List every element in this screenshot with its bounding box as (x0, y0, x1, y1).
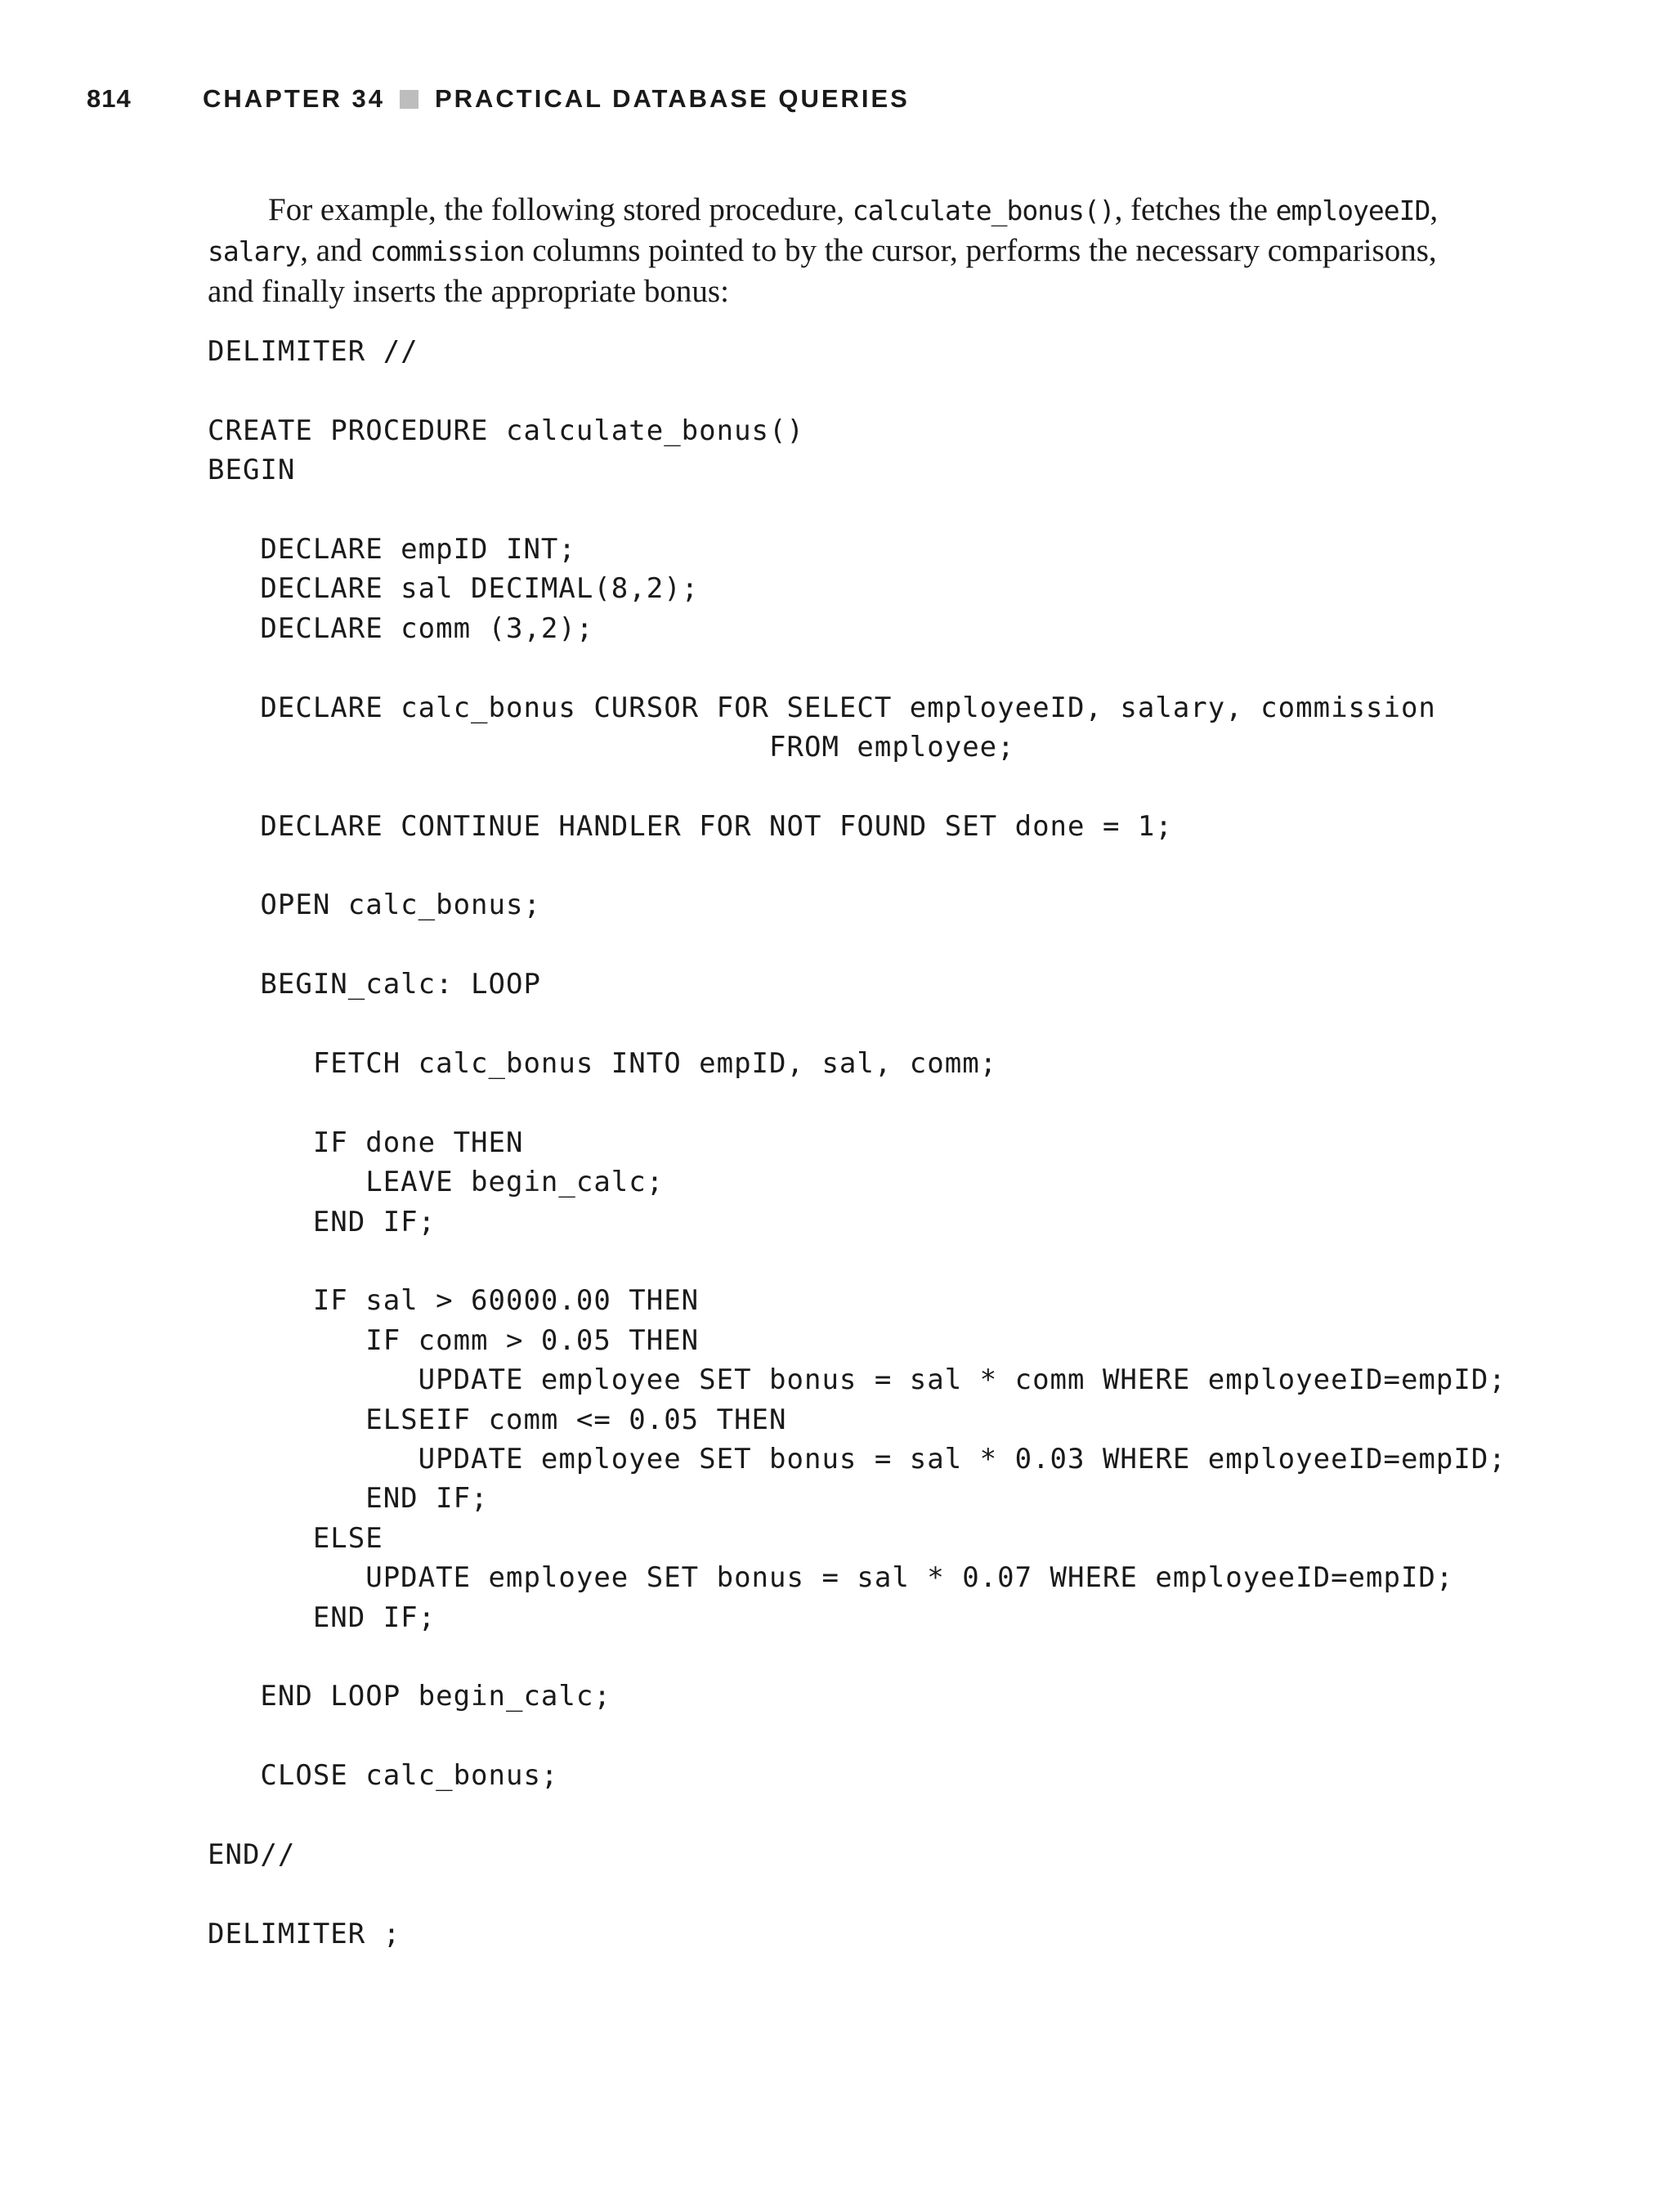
intro-text: columns pointed to by the cursor, performs the necessary comparisons, and finally inserts the appropriate bonus: (208, 233, 1437, 309)
code-line: END IF; (208, 1601, 436, 1634)
code-line: END LOOP begin_calc; (208, 1680, 611, 1713)
intro-text: , fetches the (1114, 192, 1276, 227)
code-line: DECLARE comm (3,2); (208, 611, 594, 645)
code-line: UPDATE employee SET bonus = sal * 0.03 WHERE employeeID=empID; (208, 1442, 1506, 1475)
code-line: FROM employee; (208, 730, 1015, 763)
code-line: IF sal > 60000.00 THEN (208, 1284, 700, 1318)
code-line: UPDATE employee SET bonus = sal * comm WHERE employeeID=empID; (208, 1363, 1506, 1397)
code-line: IF comm > 0.05 THEN (208, 1323, 700, 1357)
code-line: ELSEIF comm <= 0.05 THEN (208, 1403, 787, 1436)
code-line: END IF; (208, 1482, 489, 1516)
code-line (208, 1005, 1506, 1044)
code-line: DECLARE CONTINUE HANDLER FOR NOT FOUND SET done = 1; (208, 809, 1173, 843)
code-line: END IF; (208, 1205, 436, 1238)
code-line: CREATE PROCEDURE calculate_bonus() (208, 414, 804, 447)
chapter-label: CHAPTER 34 (203, 84, 385, 113)
code-line (208, 648, 1506, 687)
inline-code: calculate_bonus() (852, 195, 1115, 226)
code-line: FETCH calc_bonus INTO empID, sal, comm; (208, 1047, 998, 1081)
header-square-icon (400, 90, 418, 109)
code-line: IF done THEN (208, 1126, 524, 1159)
code-line: DELIMITER ; (208, 1917, 401, 1950)
code-line: ELSE (208, 1521, 383, 1555)
code-line: OPEN calc_bonus; (208, 889, 541, 922)
code-line (208, 1242, 1506, 1281)
intro-paragraph (208, 190, 1483, 311)
code-line (208, 371, 1506, 410)
code-line: UPDATE employee SET bonus = sal * 0.07 WHERE employeeID=empID; (208, 1561, 1454, 1595)
code-line: DELIMITER // (208, 335, 418, 368)
code-line: DECLARE empID INT; (208, 532, 576, 566)
running-head (87, 83, 910, 115)
inline-code: employeeID (1275, 195, 1430, 226)
inline-code: salary (208, 235, 301, 267)
intro-text: , and (300, 233, 370, 268)
code-line: LEAVE begin_calc; (208, 1166, 665, 1199)
code-line (208, 1637, 1506, 1677)
code-line (208, 846, 1506, 885)
code-line (208, 490, 1506, 530)
code-line (208, 1717, 1506, 1756)
code-line: DECLARE calc_bonus CURSOR FOR SELECT employeeID, salary, commission (208, 691, 1436, 724)
code-line (208, 1874, 1506, 1914)
code-line (208, 767, 1506, 806)
intro-text: For example, the following stored procedure, (268, 192, 853, 227)
code-line (208, 925, 1506, 965)
code-line: BEGIN_calc: LOOP (208, 968, 541, 1001)
chapter-title: PRACTICAL DATABASE QUERIES (434, 84, 910, 113)
code-line (208, 1795, 1506, 1834)
code-line: DECLARE sal DECIMAL(8,2); (208, 572, 700, 606)
code-line: END// (208, 1838, 296, 1871)
page-number: 814 (87, 84, 132, 113)
inline-code: commission (369, 235, 525, 267)
intro-text: , (1430, 192, 1439, 227)
code-listing (208, 332, 1506, 1954)
code-line: BEGIN (208, 454, 296, 487)
code-line (208, 1083, 1506, 1122)
code-line: CLOSE calc_bonus; (208, 1759, 559, 1793)
